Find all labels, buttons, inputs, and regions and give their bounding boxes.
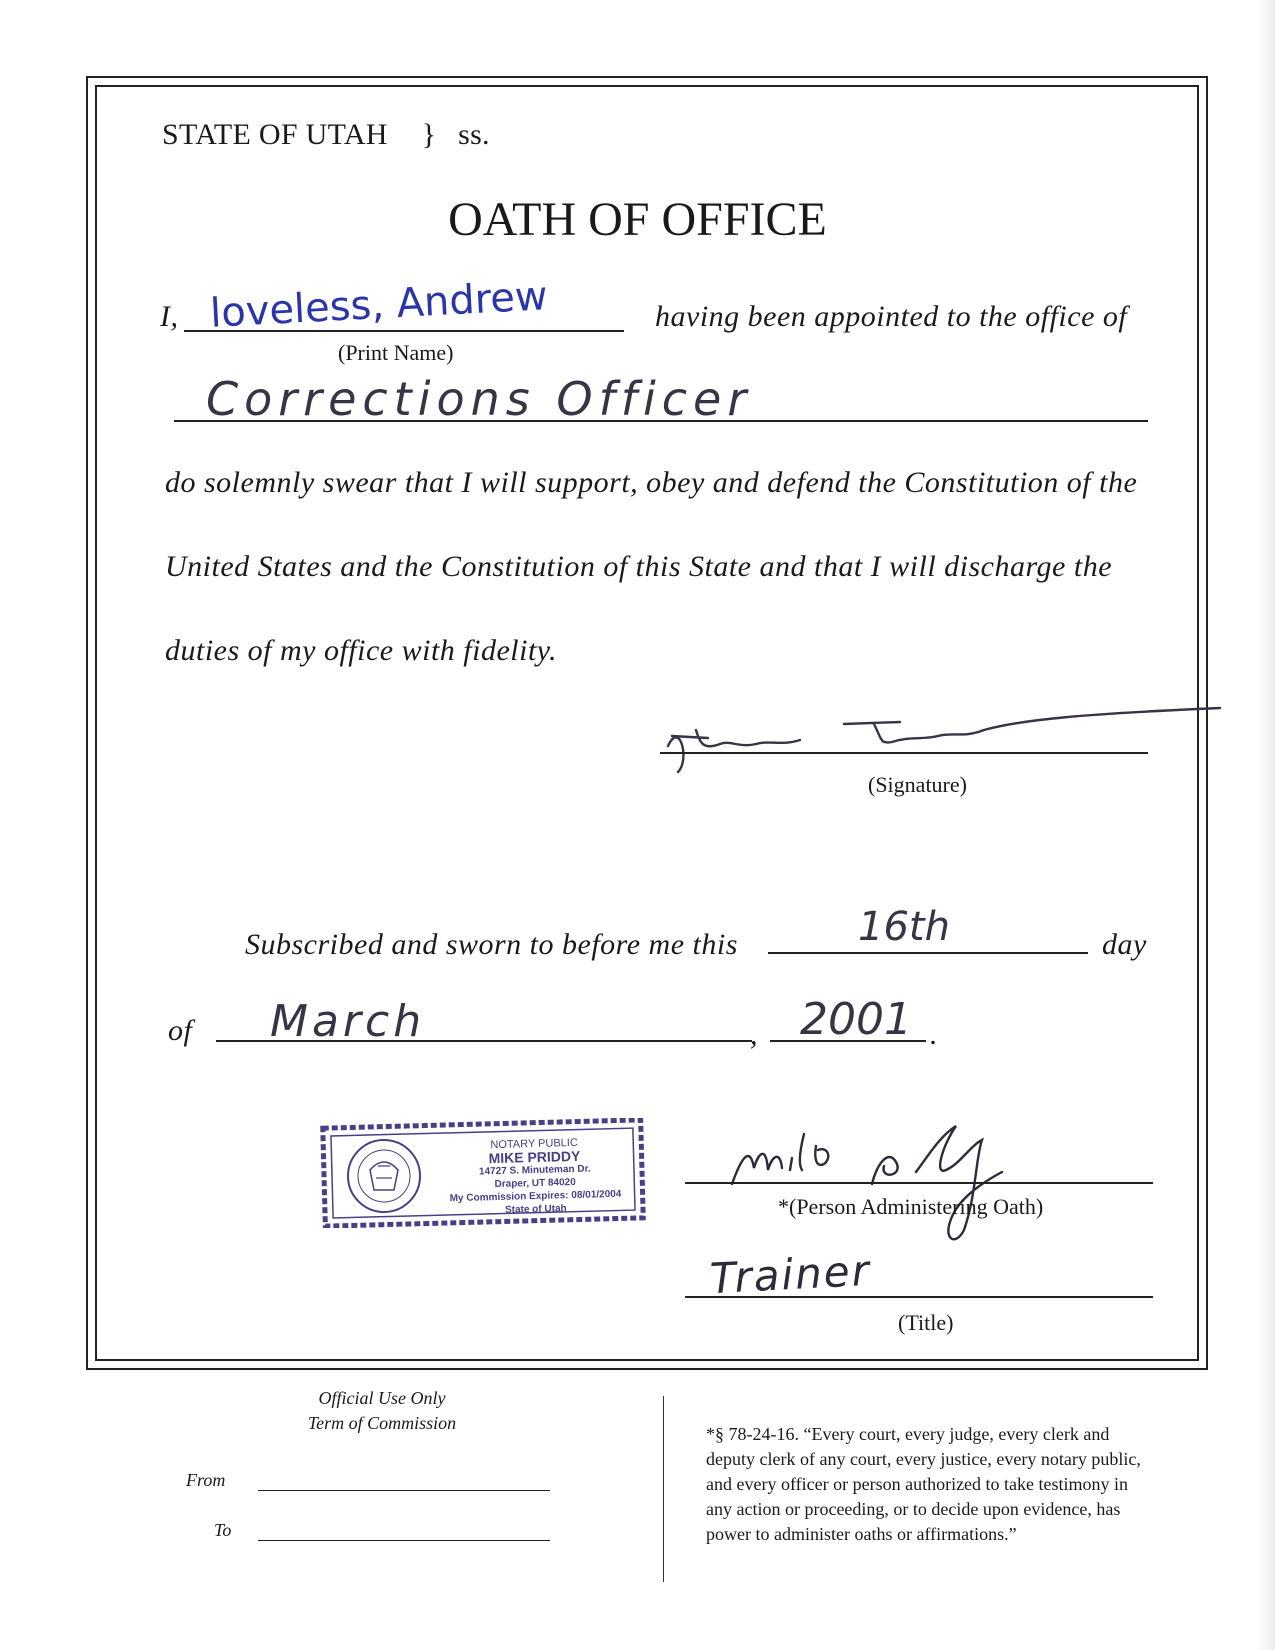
administering-line [685, 1182, 1153, 1184]
statute-note [706, 1422, 1246, 1547]
handwritten-month: March [270, 996, 426, 1047]
handwritten-name: loveless, Andrew [209, 273, 549, 337]
footer-divider [663, 1396, 664, 1582]
appointed-text: having been appointed to the office of [655, 300, 1128, 333]
state-label: STATE OF UTAH [162, 118, 388, 151]
venue-line [162, 118, 490, 152]
notary-signature [720, 1106, 1080, 1256]
stamp-line-6: State of Utah [504, 1203, 567, 1216]
administering-caption: *(Person Administering Oath) [778, 1194, 1044, 1219]
from-line [258, 1490, 550, 1491]
comma: , [750, 1018, 758, 1051]
from-label: From [186, 1470, 226, 1490]
signature-caption: (Signature) [868, 772, 967, 797]
statute-line-4: any action or proceeding, or to decide upon evidence, has [706, 1499, 1121, 1519]
oath-taker-signature [660, 700, 1260, 780]
stamp-line-3: 14727 S. Minuteman Dr. [478, 1163, 591, 1178]
stamp-line-5: My Commission Expires: 08/01/2004 [449, 1188, 622, 1205]
page-edge-shadow [1257, 0, 1275, 1650]
handwritten-office: Corrections Officer [206, 372, 753, 426]
document-title: OATH OF OFFICE [448, 193, 827, 246]
handwritten-title: Trainer [708, 1245, 872, 1304]
notary-stamp [320, 1118, 648, 1228]
statute-line-5: power to administer oaths or affirmations.” [706, 1524, 1017, 1544]
to-line [258, 1540, 550, 1541]
day-line [768, 952, 1088, 954]
oath-body-line-3: duties of my office with fidelity. [165, 634, 557, 667]
signature-line [660, 752, 1148, 754]
to-label: To [214, 1520, 232, 1540]
of-label: of [168, 1014, 193, 1047]
term-of-commission-heading: Term of Commission [307, 1413, 457, 1433]
stamp-line-2: MIKE PRIDDY [488, 1147, 581, 1167]
oath-body-line-2: United States and the Constitution of this State and that I will discharge the [165, 550, 1113, 583]
statute-line-3: and every officer or person authorized to take testimony in [706, 1474, 1129, 1494]
oath-body-line-1: do solemnly swear that I will support, obey and defend the Constitution of the [165, 466, 1138, 499]
day-label: day [1102, 928, 1147, 961]
subscribed-text: Subscribed and sworn to before me this [245, 928, 738, 961]
title-caption: (Title) [898, 1310, 954, 1335]
stamp-line-1: NOTARY PUBLIC [490, 1136, 578, 1152]
stamp-text [419, 1135, 651, 1219]
i-label: I, [160, 300, 179, 333]
stamp-line-4: Draper, UT 84020 [494, 1176, 576, 1191]
statute-line-2: deputy clerk of any court, every justice, every notary public, [706, 1449, 1141, 1469]
official-use-heading: Official Use Only [318, 1388, 446, 1408]
statute-line-1: *§ 78-24-16. “Every court, every judge, every clerk and [706, 1424, 1110, 1444]
ss-label: ss. [458, 118, 490, 151]
brace: } [421, 118, 437, 151]
print-name-caption: (Print Name) [338, 340, 454, 365]
period: . [930, 1018, 938, 1051]
handwritten-day: 16th [858, 904, 950, 950]
handwritten-year: 2001 [800, 994, 912, 1045]
